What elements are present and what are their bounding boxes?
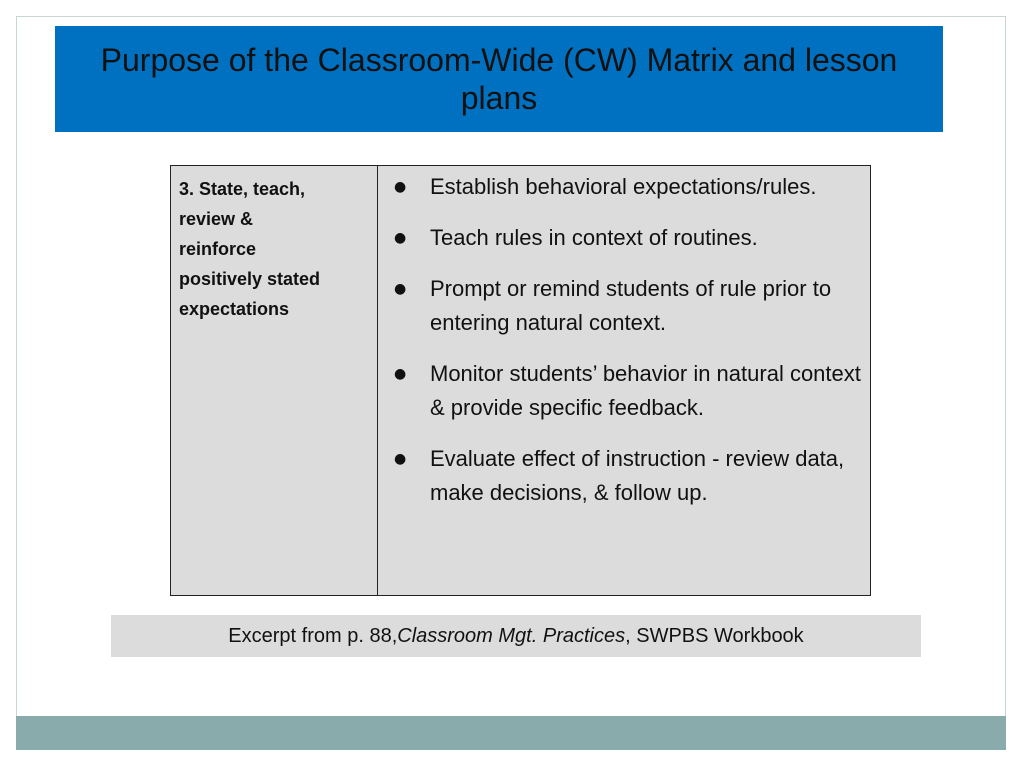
footer-bar xyxy=(16,716,1006,750)
practices-list xyxy=(386,170,862,510)
list-item xyxy=(386,357,862,425)
bullet-text: Evaluate effect of instruction - review data, make decisions, & follow up. xyxy=(430,446,845,505)
caption-book-title: Classroom Mgt. Practices xyxy=(397,624,626,647)
bullet-icon: ● xyxy=(394,366,407,382)
practices-cell xyxy=(378,166,871,596)
bullet-text: Establish behavioral expectations/rules. xyxy=(430,174,817,199)
caption-suffix: , SWPBS Workbook xyxy=(625,624,804,647)
list-item xyxy=(386,442,862,510)
slide-title: Purpose of the Classroom-Wide (CW) Matrix and lesson plans xyxy=(100,42,898,116)
bullet-icon: ● xyxy=(394,451,407,467)
bullet-text: Monitor students’ behavior in natural context & provide specific feedback. xyxy=(430,361,861,420)
bullet-icon: ● xyxy=(394,230,407,246)
caption-prefix: Excerpt from p. 88, xyxy=(228,624,398,647)
cw-matrix-table xyxy=(170,165,871,596)
bullet-text: Teach rules in context of routines. xyxy=(430,225,758,250)
source-caption xyxy=(111,615,921,657)
bullet-text: Prompt or remind students of rule prior to entering natural context. xyxy=(430,276,832,335)
bullet-icon: ● xyxy=(394,281,407,297)
table-row xyxy=(171,166,871,596)
list-item xyxy=(386,221,862,255)
title-bar xyxy=(55,26,943,132)
step-label: 3. State, teach, review & reinforce positively stated expectations xyxy=(179,179,321,319)
list-item xyxy=(386,170,862,204)
list-item xyxy=(386,272,862,340)
step-cell xyxy=(171,166,378,596)
bullet-icon: ● xyxy=(394,179,407,195)
